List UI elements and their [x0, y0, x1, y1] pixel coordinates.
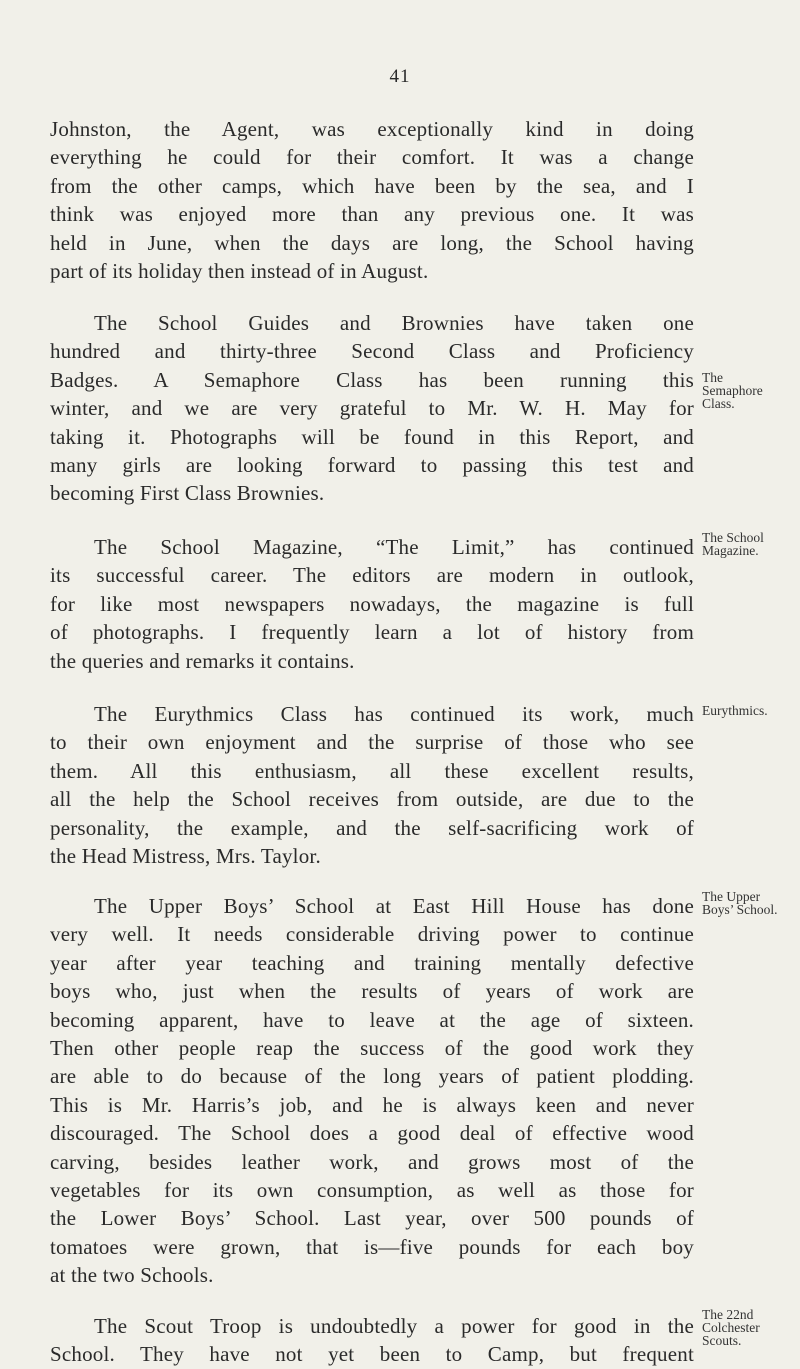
text-line: carving, besides leather work, and grows most of the [50, 1149, 694, 1174]
margin-note-line: The [702, 370, 723, 385]
text-line: very well. It needs considerable driving power to continue [50, 922, 694, 947]
text-line: from the other camps, which have been by the sea, and I [50, 173, 694, 198]
text-line: winter, and we are very grateful to Mr. W. H. May for [50, 396, 694, 421]
margin-note-line: Eurythmics. [702, 703, 768, 718]
text-line: becoming apparent, have to leave at the age of sixteen. [50, 1007, 694, 1032]
text-line: vegetables for its own consumption, as well as those for [50, 1178, 694, 1203]
text-line: are able to do because of the long years of patient plodding. [50, 1064, 694, 1089]
text-line: think was enjoyed more than any previous one. It was [50, 202, 694, 227]
margin-note-line: Magazine. [702, 543, 759, 558]
text-line: The Upper Boys’ School at East Hill House has done [94, 894, 694, 918]
margin-note-line: The Upper [702, 889, 761, 904]
text-line: School. They have not yet been to Camp, but frequent [50, 1342, 694, 1367]
margin-note-eurythmics [702, 704, 798, 717]
text-line: its successful career. The editors are modern in outlook, [50, 563, 694, 588]
text-line: all the help the School receives from outside, are due to the [50, 787, 694, 812]
text-line: them. All this enthusiasm, all these excellent results, [50, 758, 694, 783]
text-line: tomatoes were grown, that is—five pounds for each boy [50, 1234, 694, 1259]
text-line: year after year teaching and training mentally defective [50, 950, 694, 975]
text-line: everything he could for their comfort. It was a change [50, 145, 694, 170]
margin-note-line: The 22nd [702, 1307, 754, 1322]
paragraph-eurythmics [50, 700, 694, 870]
text-line: becoming First Class Brownies. [50, 481, 325, 506]
margin-note-line: The School [702, 530, 764, 545]
margin-note-semaphore-class [702, 371, 798, 410]
text-line: for like most newspapers nowadays, the magazine is full [50, 591, 694, 616]
text-line: at the two Schools. [50, 1263, 214, 1288]
text-line: the Head Mistress, Mrs. Taylor. [50, 844, 321, 869]
page-number: 41 [389, 66, 411, 87]
text-line: Then other people reap the success of the good work they [50, 1036, 694, 1061]
paragraph-camp [50, 115, 694, 285]
margin-note-line: Scouts. [702, 1333, 742, 1348]
paragraph-guides-brownies [50, 309, 694, 508]
paragraph-upper-boys-school [50, 892, 694, 1290]
margin-note-school-magazine [702, 531, 798, 557]
text-line: The School Magazine, “The Limit,” has continued [94, 535, 694, 559]
text-line: taking it. Photographs will be found in this Report, and [50, 424, 694, 449]
paragraph-scout-troop [50, 1312, 694, 1369]
text-line: many girls are looking forward to passing this test and [50, 453, 694, 478]
text-line: boys who, just when the results of years of work are [50, 979, 694, 1004]
text-line: This is Mr. Harris’s job, and he is always keen and never [50, 1092, 694, 1117]
margin-note-line: Semaphore [702, 383, 763, 398]
margin-note-colchester-scouts [702, 1308, 798, 1347]
text-line: the queries and remarks it contains. [50, 648, 355, 673]
text-line: The School Guides and Brownies have taken one [94, 311, 694, 335]
text-line: Badges. A Semaphore Class has been running this [50, 367, 694, 392]
text-line: The Eurythmics Class has continued its work, much [94, 702, 694, 726]
margin-note-line: Colchester [702, 1320, 760, 1335]
margin-note-line: Class. [702, 396, 735, 411]
text-line: hundred and thirty-three Second Class and Proficiency [50, 339, 694, 364]
paragraph-school-magazine [50, 533, 694, 675]
margin-note-upper-boys-school [702, 890, 798, 916]
text-line: of photographs. I frequently learn a lot of history from [50, 620, 694, 645]
text-line: held in June, when the days are long, the School having [50, 230, 694, 255]
margin-note-line: Boys’ School. [702, 902, 778, 917]
text-line: to their own enjoyment and the surprise of those who see [50, 730, 694, 755]
text-line: discouraged. The School does a good deal of effective wood [50, 1121, 694, 1146]
text-line: part of its holiday then instead of in August. [50, 259, 429, 284]
text-line: the Lower Boys’ School. Last year, over 500 pounds of [50, 1206, 694, 1231]
text-line: personality, the example, and the self-sacrificing work of [50, 815, 694, 840]
text-line: The Scout Troop is undoubtedly a power for good in the [94, 1314, 694, 1338]
text-line: Johnston, the Agent, was exceptionally kind in doing [50, 117, 694, 141]
